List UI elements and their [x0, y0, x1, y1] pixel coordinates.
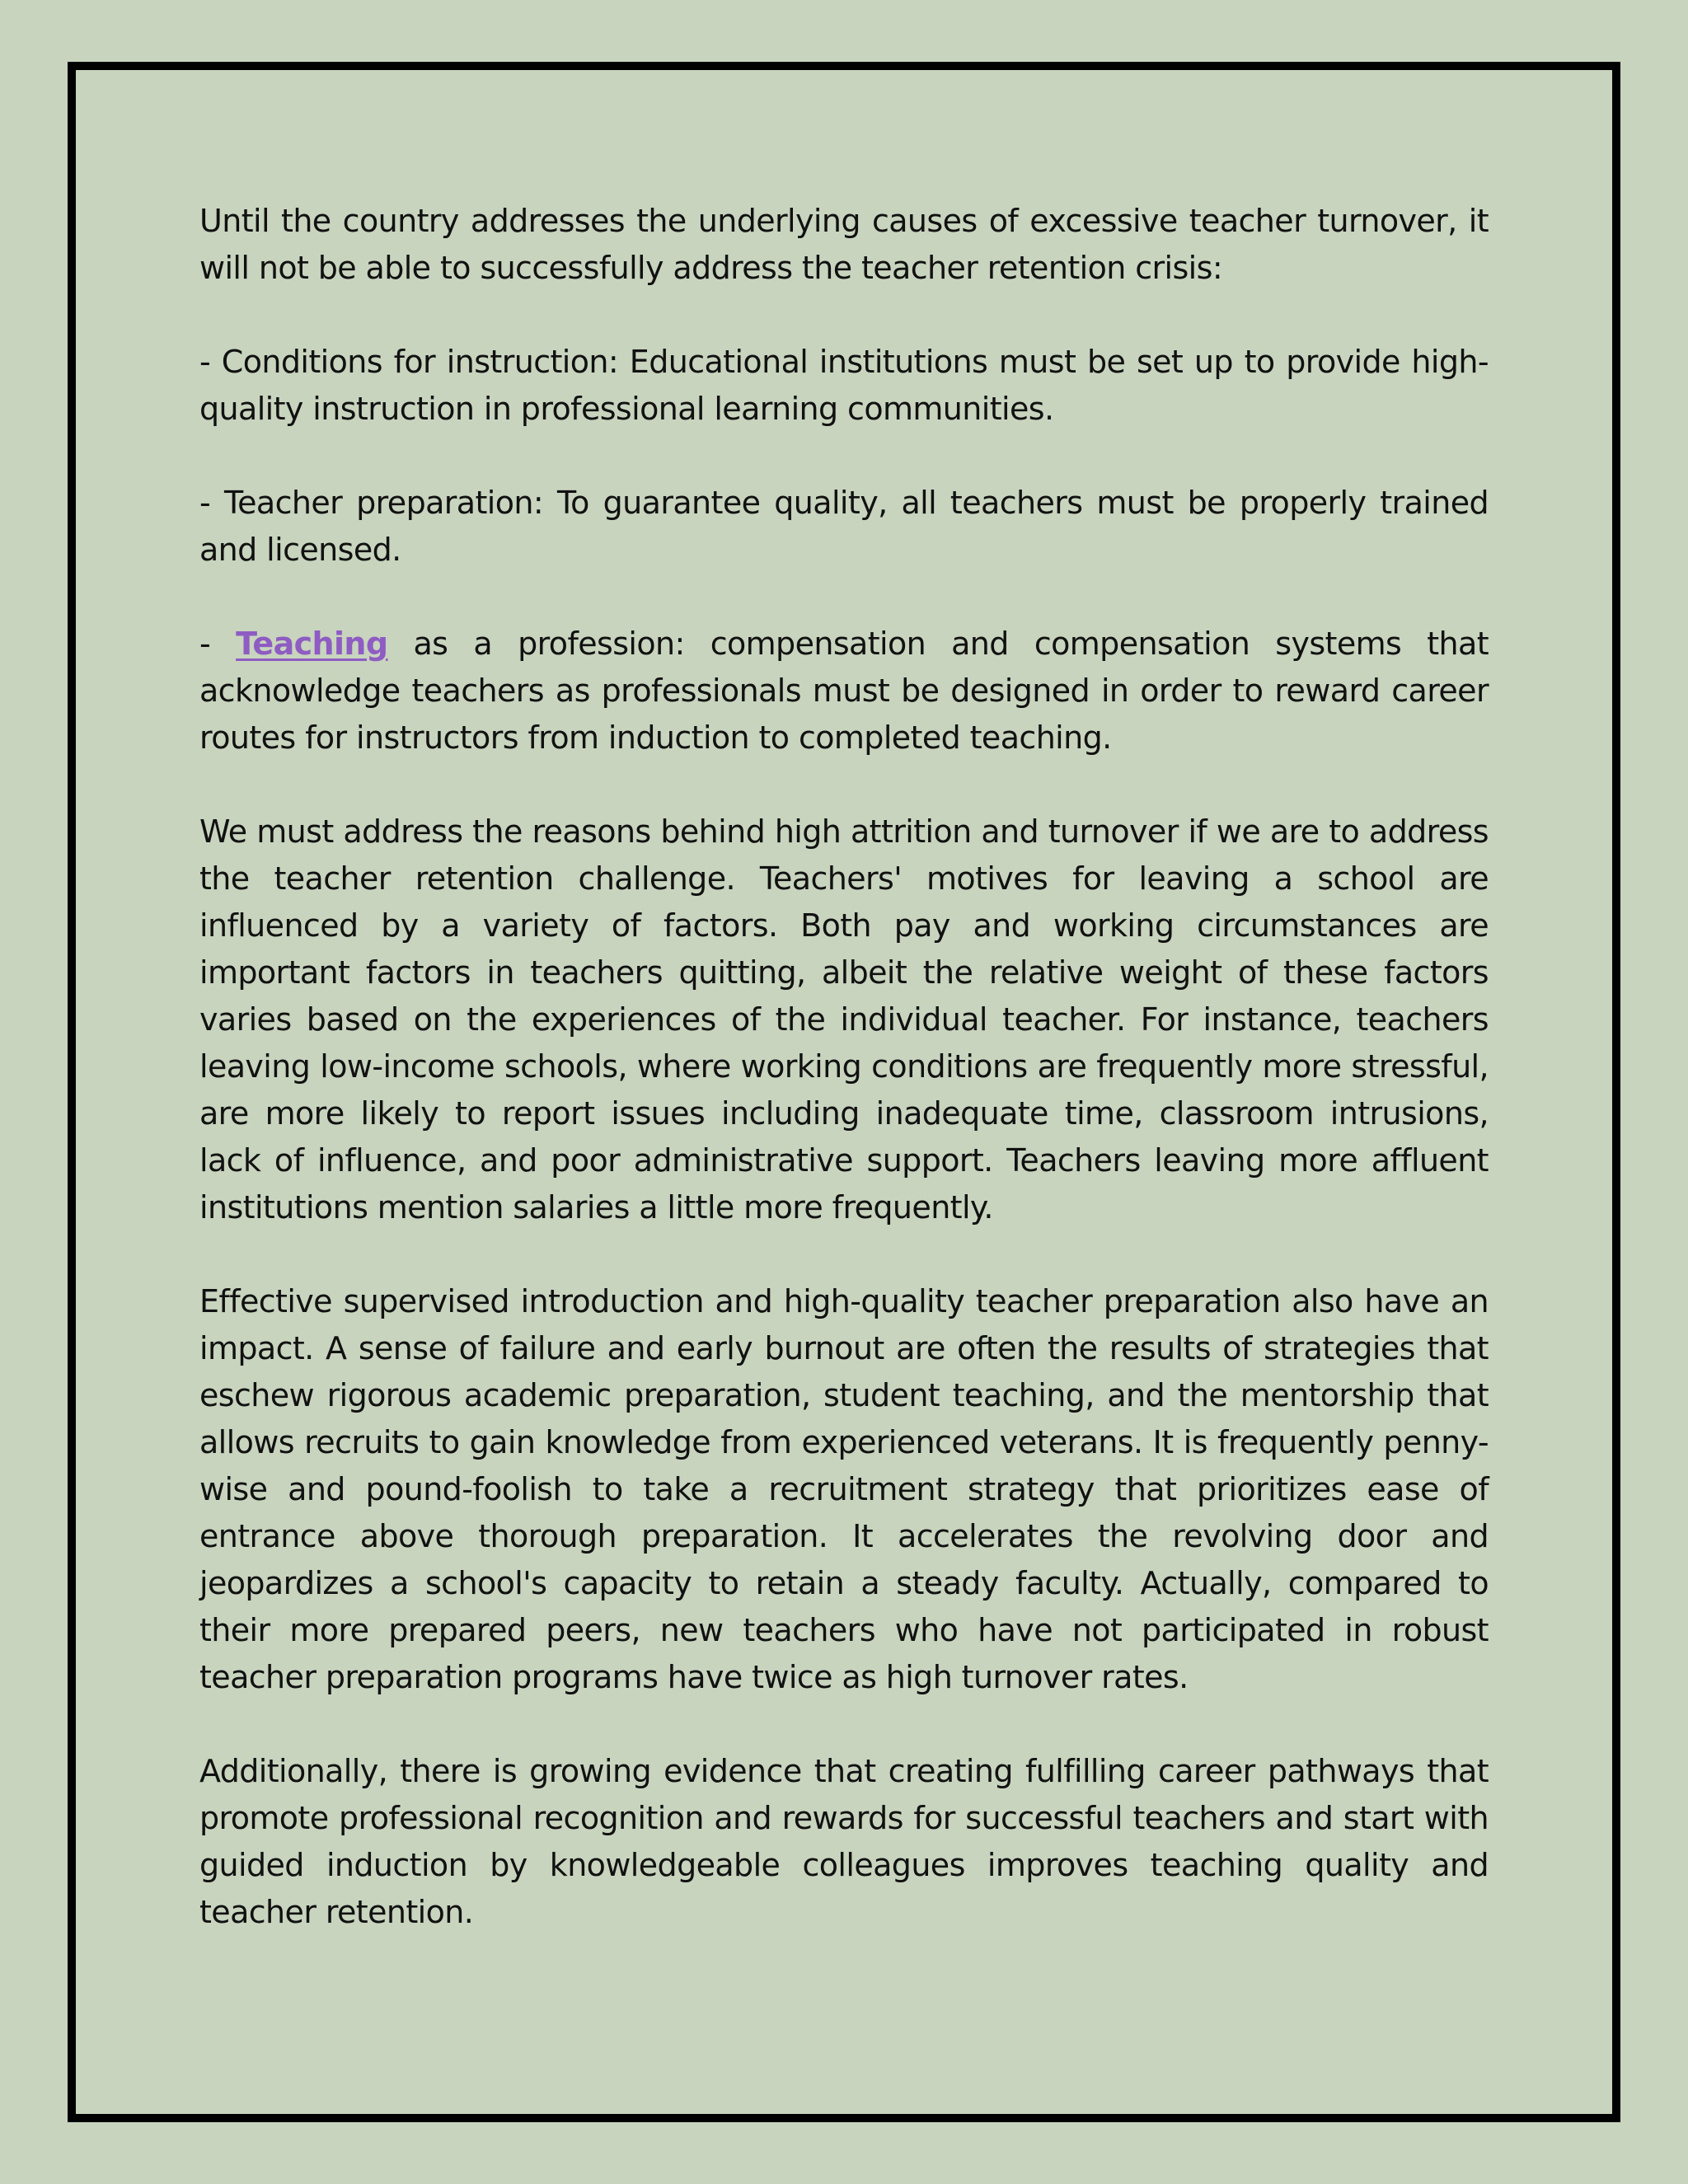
bullet-conditions-for-instruction: - Conditions for instruction: Educational institutions must be set up to provide high-quality instruction in professional learning communities. — [199, 344, 1489, 427]
intro-paragraph: Until the country addresses the underlying causes of excessive teacher turnover, it will not be able to successfully address the teacher retention crisis: — [199, 203, 1489, 286]
career-pathways-paragraph: Additionally, there is growing evidence that creating fulfilling career pathways that promote professional recognition and rewards for successful teachers and start with guided induction by knowledgeable colleagues improves teaching quality and teacher retention. — [199, 1753, 1489, 1930]
attrition-paragraph: We must address the reasons behind high attrition and turnover if we are to address the teacher retention challenge. Teachers' motives for leaving a school are influenced by a variety of factors. Both pay and working circumstances are important factors in teachers quitting, albeit the relative weight of these factors varies based on the experiences of the individual teacher. For instance, teachers leaving low-income schools, where working conditions are frequently more stressful, are more likely to report issues including inadequate time, classroom intrusions, lack of influence, and poor administrative support. Teachers leaving more affluent institutions mention salaries a little more frequently. — [199, 813, 1489, 1226]
document-body — [199, 198, 1489, 1936]
bullet-profession-text: as a profession: compensation and compensation systems that acknowledge teachers as professionals must be designed in order to reward career routes for instructors from induction to completed teaching. — [199, 626, 1489, 756]
preparation-impact-paragraph: Effective supervised introduction and high-quality teacher preparation also have an impact. A sense of failure and early burnout are often the results of strategies that eschew rigorous academic preparation, student teaching, and the mentorship that allows recruits to gain knowledge from experienced veterans. It is frequently penny-wise and pound-foolish to take a recruitment strategy that prioritizes ease of entrance above thorough preparation. It accelerates the revolving door and jeopardizes a school's capacity to retain a steady faculty. Actually, compared to their more prepared peers, new teachers who have not participated in robust teacher preparation programs have twice as high turnover rates. — [199, 1283, 1489, 1695]
bullet-teaching-as-profession — [199, 621, 1489, 762]
bullet-teacher-preparation: - Teacher preparation: To guarantee quality, all teachers must be properly trained and licensed. — [199, 485, 1489, 568]
teaching-link[interactable]: Teaching — [236, 626, 388, 662]
bullet-prefix: - — [199, 626, 237, 662]
